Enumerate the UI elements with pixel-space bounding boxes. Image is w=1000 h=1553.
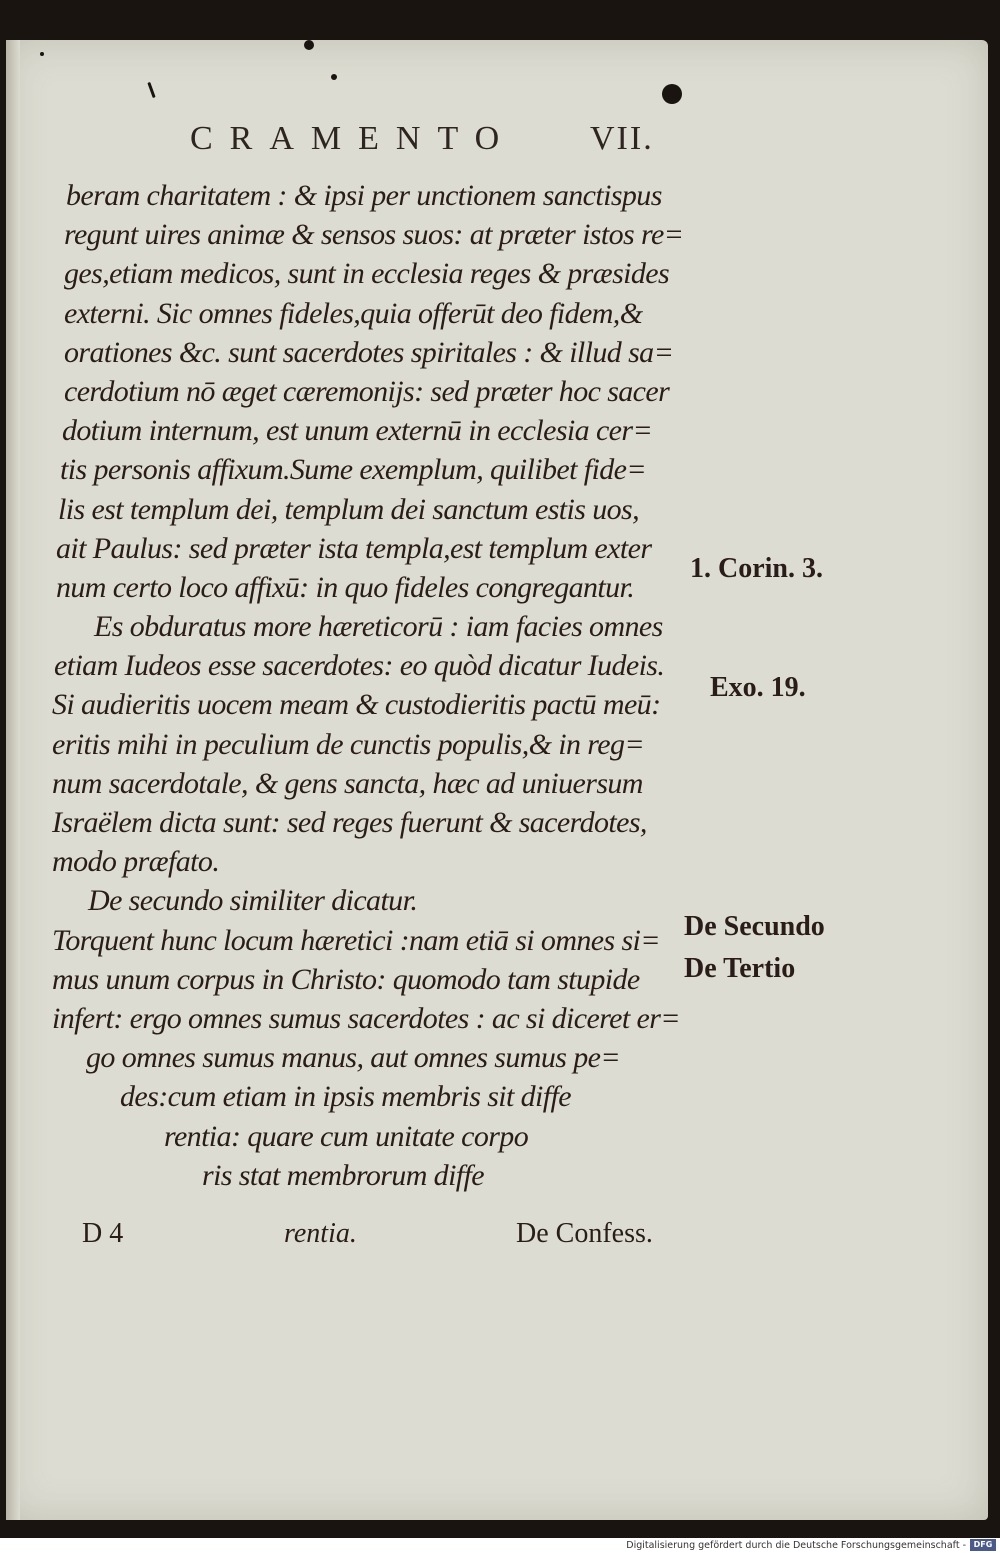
main-text-block xyxy=(52,176,692,1195)
text-line: infert: ergo omnes sumus sacerdotes : ac si diceret er= xyxy=(52,1001,680,1035)
text-line: orationes &c. sunt sacerdotes spiritales : & illud sa= xyxy=(64,335,674,369)
text-line: go omnes sumus manus, aut omnes sumus pe= xyxy=(86,1041,620,1075)
catchword: De Confess. xyxy=(516,1218,653,1249)
ink-spot xyxy=(331,74,337,80)
text-line: Israëlem dicta sunt: sed reges fuerunt & sacerdotes, xyxy=(52,806,647,839)
text-line: Si audieritis uocem meam & custodieritis pactū meū: xyxy=(52,688,661,722)
funding-credit: Digitalisierung gefördert durch die Deutsche Forschungsgemeinschaft - xyxy=(626,1540,966,1551)
margin-note-de-secundo: De Secundo xyxy=(684,911,825,942)
running-header xyxy=(0,120,1000,170)
margin-note-corinthians: 1. Corin. 3. xyxy=(690,553,823,584)
ink-spot xyxy=(40,52,44,56)
text-line: tis personis affixum.Sume exemplum, quilibet fide= xyxy=(60,453,646,487)
text-line: ges,etiam medicos, sunt in ecclesia reges & præsides xyxy=(64,257,670,291)
text-line: regunt uires animæ & sensos suos: at præter istos re= xyxy=(64,218,684,252)
signature-mark: D 4 xyxy=(82,1218,124,1249)
text-line: ait Paulus: sed præter ista templa,est templum exter xyxy=(56,531,652,565)
text-line: beram charitatem : & ipsi per unctionem sanctispus xyxy=(66,179,662,212)
text-line: externi. Sic omnes fideles,quia offerūt deo fidem,& xyxy=(64,296,643,330)
text-line: mus unum corpus in Christo: quomodo tam stupide xyxy=(52,962,640,996)
text-line: etiam Iudeos esse sacerdotes: eo quòd dicatur Iudeis. xyxy=(54,649,665,683)
text-line: des:cum etiam in ipsis membris sit diffe xyxy=(120,1080,571,1114)
text-line: modo præfato. xyxy=(52,845,220,879)
margin-note-exodus: Exo. 19. xyxy=(710,672,806,703)
folio-number: VII. xyxy=(590,120,654,157)
dfg-logo: DFG xyxy=(970,1539,996,1551)
text-line: dotium internum, est unum externū in ecclesia cer= xyxy=(62,414,653,448)
text-line: num sacerdotale, & gens sancta, hæc ad uniuersum xyxy=(52,766,643,800)
margin-note-de-tertio: De Tertio xyxy=(684,953,796,984)
text-line: rentia: quare cum unitate corpo xyxy=(164,1119,529,1153)
text-line: num certo loco affixū: in quo fideles congregantur. xyxy=(56,570,635,604)
text-line: De secundo similiter dicatur. xyxy=(88,884,418,918)
text-line: Es obduratus more hæreticorū : iam facies omnes xyxy=(94,610,663,644)
text-line: ris stat membrorum diffe xyxy=(202,1158,484,1192)
ink-spot xyxy=(304,40,314,50)
text-line: cerdotium nō æget cæremonijs: sed præter hoc sacer xyxy=(64,374,670,408)
running-title: CRAMENTO xyxy=(190,120,517,157)
ink-spot xyxy=(662,84,682,104)
text-line: Torquent hunc locum hæretici :nam etiā si omnes si= xyxy=(52,923,660,957)
text-line: lis est templum dei, templum dei sanctum estis uos, xyxy=(58,492,640,526)
last-word: rentia. xyxy=(284,1218,357,1249)
page-edge xyxy=(6,40,20,1520)
text-line: eritis mihi in peculium de cunctis populis,& in reg= xyxy=(52,727,645,761)
